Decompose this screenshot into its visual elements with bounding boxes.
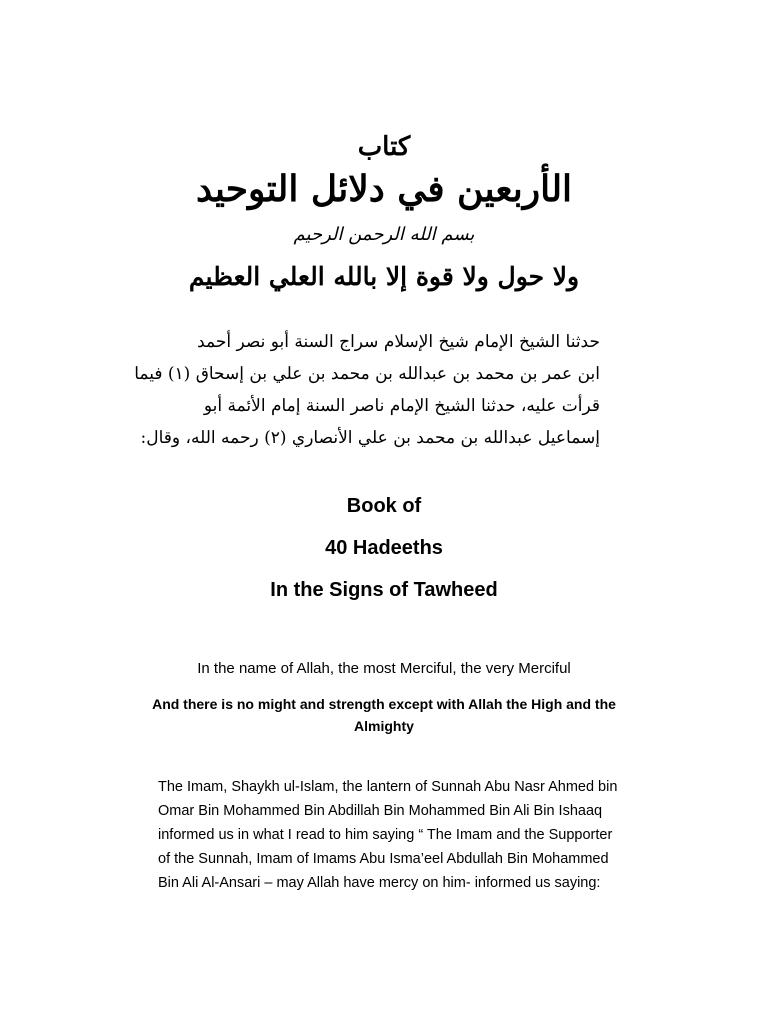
paragraph-line: of the Sunnah, Imam of Imams Abu Isma’eel Abdullah Bin Mohammed bbox=[158, 851, 609, 867]
arabic-paragraph-line: إسماعيل عبدالله بن محمد بن علي الأنصاري (٢) رحمه الله، وقال: bbox=[140, 428, 600, 448]
paragraph-line: informed us in what I read to him saying “ The Imam and the Supporter bbox=[158, 827, 613, 843]
title-line-3: In the Signs of Tawheed bbox=[270, 579, 498, 601]
title-line-2: 40 Hadeeths bbox=[325, 537, 443, 559]
paragraph-line: Omar Bin Mohammed Bin Abdillah Bin Mohammed Bin Ali Bin Ishaaq bbox=[158, 803, 603, 819]
arabic-paragraph-line: قرأت عليه، حدثنا الشيخ الإمام ناصر السنة إمام الأئمة أبو bbox=[203, 396, 600, 416]
english-hawqala bbox=[134, 693, 634, 737]
hawqala-line: And there is no might and strength except with Allah the High and the bbox=[152, 696, 616, 712]
arabic-paragraph-line: ابن عمر بن محمد بن عبدالله بن محمد بن علي بن إسحاق (١) فيما bbox=[134, 364, 600, 384]
paragraph-line: Bin Ali Al-Ansari – may Allah have mercy on him- informed us saying: bbox=[158, 875, 601, 891]
arabic-scan-image bbox=[134, 112, 608, 456]
hawqala-line: Almighty bbox=[354, 718, 414, 734]
arabic-book-title: الأربعين في دلائل التوحيد bbox=[195, 168, 573, 210]
paragraph-line: The Imam, Shaykh ul-Islam, the lantern of Sunnah Abu Nasr Ahmed bin bbox=[158, 779, 618, 795]
arabic-paragraph-line: حدثنا الشيخ الإمام شيخ الإسلام سراج السنة أبو نصر أحمد bbox=[197, 332, 600, 352]
arabic-hawqala: ولا حول ولا قوة إلا بالله العلي العظيم bbox=[188, 262, 580, 291]
arabic-kitab-heading: كتاب bbox=[357, 132, 411, 162]
arabic-isnad-paragraph bbox=[134, 326, 600, 454]
english-isnad-paragraph bbox=[158, 775, 628, 895]
english-bismillah: In the name of Allah, the most Merciful, the very Merciful bbox=[197, 660, 571, 677]
title-line-1: Book of bbox=[346, 495, 422, 517]
arabic-bismillah: بسم الله الرحمن الرحيم bbox=[293, 224, 475, 245]
